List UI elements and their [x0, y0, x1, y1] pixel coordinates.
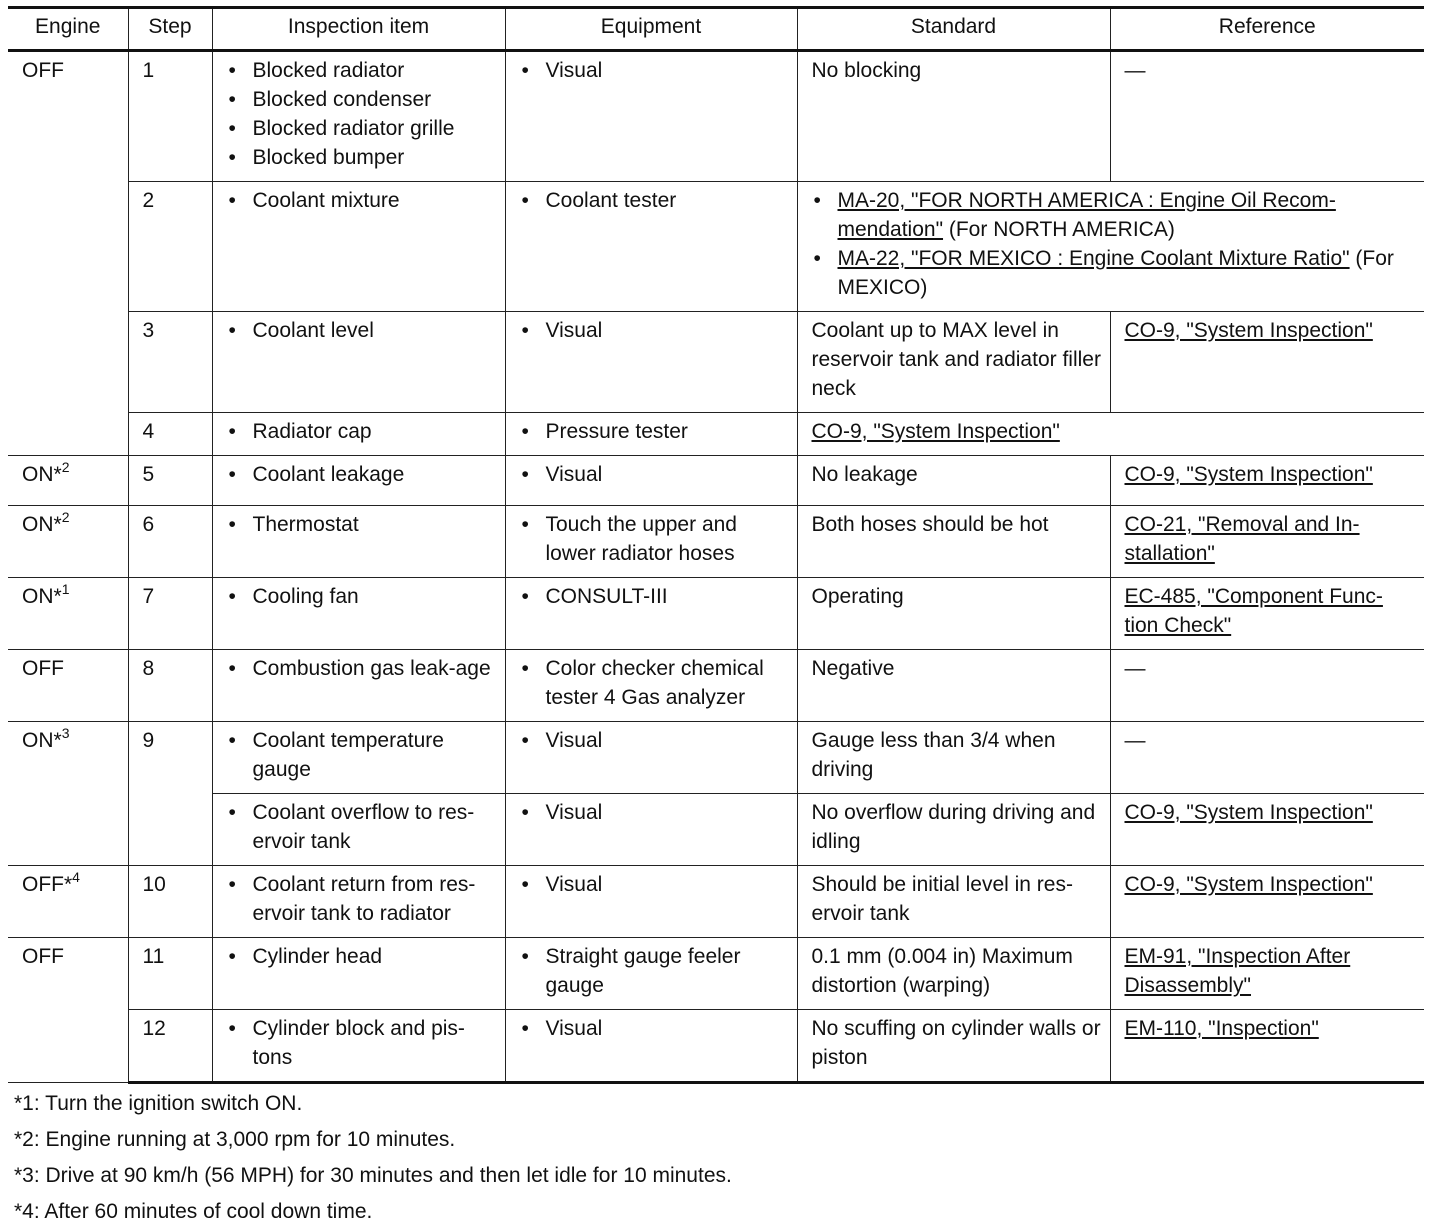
reference-link[interactable]: CO-9, "System Inspection" [1124, 319, 1373, 342]
reference-cell [1110, 456, 1424, 506]
reference-cell: — [1110, 51, 1424, 182]
reference-link[interactable]: EM-110, "Inspection" [1124, 1017, 1319, 1040]
list-item [812, 186, 1417, 244]
reference-cell [1110, 794, 1424, 866]
table-row [8, 182, 1424, 312]
header-inspection-item: Inspection item [212, 8, 505, 51]
engine-cell [8, 578, 128, 650]
inspection-item-cell [212, 1010, 505, 1083]
list-item: • Cylinder block and pis-tons [227, 1014, 497, 1072]
equipment-cell [505, 182, 797, 312]
list-item: • Pressure tester [520, 417, 789, 446]
list-item: • Straight gauge feeler gauge [520, 942, 789, 1000]
reference-link[interactable]: MA-20, "FOR NORTH AMERICA : Engine Oil Recom-mendation" [837, 189, 1336, 241]
header-standard: Standard [797, 8, 1110, 51]
footnotes [14, 1086, 732, 1230]
reference-cell [1110, 866, 1424, 938]
standard-cell [797, 413, 1424, 456]
engine-cell: OFF [8, 650, 128, 722]
engine-state: ON* [22, 513, 62, 536]
engine-state: ON* [22, 463, 62, 486]
inspection-item-cell [212, 938, 505, 1010]
engine-cell: OFF [8, 938, 128, 1083]
footnote-marker: 4 [72, 869, 80, 885]
table-row [8, 938, 1424, 1010]
reference-cell: — [1110, 650, 1424, 722]
list-item: • Thermostat [227, 510, 497, 539]
reference-link[interactable]: EM-91, "Inspection After Disassembly" [1124, 945, 1351, 997]
standard-cell: Operating [797, 578, 1110, 650]
engine-cell [8, 51, 128, 456]
reference-cell [1110, 578, 1424, 650]
list-item: • Blocked condenser [227, 85, 497, 114]
header-step: Step [128, 8, 212, 51]
table-row [8, 506, 1424, 578]
standard-cell [797, 182, 1424, 312]
list-item: • Coolant leakage [227, 460, 497, 489]
engine-cell [8, 866, 128, 938]
inspection-item-cell [212, 312, 505, 413]
list-item: • Coolant temperature gauge [227, 726, 497, 784]
list-item: • Cylinder head [227, 942, 497, 971]
inspection-item-cell [212, 722, 505, 794]
inspection-item-cell [212, 866, 505, 938]
inspection-table [8, 6, 1424, 1084]
engine-cell [8, 456, 128, 506]
step-cell: 8 [128, 650, 212, 722]
engine-state: ON* [22, 585, 62, 608]
reference-cell: — [1110, 722, 1424, 794]
standard-cell: Should be initial level in res-ervoir tank [797, 866, 1110, 938]
standard-cell: No overflow during driving and idling [797, 794, 1110, 866]
equipment-cell [505, 413, 797, 456]
list-item [812, 244, 1417, 302]
table-header [8, 8, 1424, 51]
list-item: • Radiator cap [227, 417, 497, 446]
table-row [8, 1010, 1424, 1083]
table-row [8, 456, 1424, 506]
reference-cell [1110, 506, 1424, 578]
header-reference: Reference [1110, 8, 1424, 51]
reference-link[interactable]: CO-9, "System Inspection" [811, 420, 1060, 443]
step-cell: 10 [128, 866, 212, 938]
engine-state: OFF [22, 59, 64, 82]
equipment-cell [505, 456, 797, 506]
footnote: *1: Turn the ignition switch ON. [14, 1092, 303, 1115]
inspection-item-cell [212, 456, 505, 506]
footnote: *2: Engine running at 3,000 rpm for 10 minutes. [14, 1128, 456, 1151]
list-item: • Visual [520, 1014, 789, 1043]
inspection-item-cell [212, 650, 505, 722]
list-item: • Visual [520, 726, 789, 755]
reference-link[interactable]: CO-9, "System Inspection" [1124, 873, 1373, 896]
step-cell: 4 [128, 413, 212, 456]
reference-cell [1110, 312, 1424, 413]
footnote-marker: 1 [61, 581, 70, 597]
header-engine: Engine [8, 8, 128, 51]
footnote-marker: 3 [61, 725, 70, 741]
reference-note: (For MEXICO) [837, 247, 1394, 299]
step-cell: 7 [128, 578, 212, 650]
step-cell: 1 [128, 51, 212, 182]
reference-link[interactable]: CO-9, "System Inspection" [1124, 801, 1373, 824]
table-row [8, 413, 1424, 456]
step-cell: 12 [128, 1010, 212, 1083]
engine-cell [8, 506, 128, 578]
list-item: • Touch the upper and lower radiator hoses [520, 510, 789, 568]
list-item: • Coolant overflow to res-ervoir tank [227, 798, 497, 856]
inspection-item-cell [212, 578, 505, 650]
reference-link[interactable]: EC-485, "Component Func-tion Check" [1124, 585, 1383, 637]
reference-link[interactable]: CO-21, "Removal and In-stallation" [1124, 513, 1360, 565]
list-item: • Coolant tester [520, 186, 789, 215]
list-item: • Visual [520, 798, 789, 827]
equipment-cell [505, 722, 797, 794]
equipment-cell [505, 1010, 797, 1083]
inspection-item-cell [212, 182, 505, 312]
engine-state: ON* [22, 729, 62, 752]
standard-cell: No leakage [797, 456, 1110, 506]
list-item: • Cooling fan [227, 582, 497, 611]
table-row [8, 794, 1424, 866]
equipment-cell [505, 312, 797, 413]
standard-cell: Coolant up to MAX level in reservoir tank and radiator filler neck [797, 312, 1110, 413]
list-item: • Color checker chemical tester 4 Gas analyzer [520, 654, 789, 712]
standard-cell: Both hoses should be hot [797, 506, 1110, 578]
table-row [8, 312, 1424, 413]
table-row [8, 866, 1424, 938]
footnote: *4: After 60 minutes of cool down time. [14, 1200, 373, 1223]
list-item: • CONSULT-III [520, 582, 789, 611]
equipment-cell [505, 866, 797, 938]
list-item: • Coolant return from res-ervoir tank to radiator [227, 870, 497, 928]
header-equipment: Equipment [505, 8, 797, 51]
list-item: • Visual [520, 870, 789, 899]
footnote-marker: 2 [61, 509, 70, 525]
standard-cell: Negative [797, 650, 1110, 722]
list-item: • Visual [520, 56, 789, 85]
step-cell: 9 [128, 722, 212, 866]
standard-cell: No blocking [797, 51, 1110, 182]
footnote: *3: Drive at 90 km/h (56 MPH) for 30 minutes and then let idle for 10 minutes. [14, 1164, 732, 1187]
reference-link[interactable]: CO-9, "System Inspection" [1124, 463, 1373, 486]
inspection-item-cell [212, 413, 505, 456]
reference-link[interactable]: MA-22, "FOR MEXICO : Engine Coolant Mixture Ratio" [837, 247, 1350, 270]
equipment-cell [505, 650, 797, 722]
equipment-cell [505, 578, 797, 650]
table-row [8, 51, 1424, 182]
list-item: • Blocked bumper [227, 143, 497, 172]
step-cell: 6 [128, 506, 212, 578]
table-row [8, 578, 1424, 650]
standard-cell: No scuffing on cylinder walls or piston [797, 1010, 1110, 1083]
table-row [8, 722, 1424, 794]
engine-cell [8, 722, 128, 866]
reference-note: (For NORTH AMERICA) [943, 218, 1175, 241]
standard-cell: Gauge less than 3/4 when driving [797, 722, 1110, 794]
table-row [8, 650, 1424, 722]
inspection-item-cell [212, 794, 505, 866]
equipment-cell [505, 51, 797, 182]
reference-cell [1110, 938, 1424, 1010]
step-cell: 5 [128, 456, 212, 506]
reference-cell [1110, 1010, 1424, 1083]
list-item: • Coolant level [227, 316, 497, 345]
equipment-cell [505, 938, 797, 1010]
engine-state: OFF* [22, 873, 73, 896]
list-item: • Blocked radiator [227, 56, 497, 85]
list-item: • Blocked radiator grille [227, 114, 497, 143]
list-item: • Coolant mixture [227, 186, 497, 215]
equipment-cell [505, 506, 797, 578]
footnote-marker: 2 [61, 459, 70, 475]
inspection-item-cell [212, 506, 505, 578]
list-item: • Combustion gas leak-age [227, 654, 497, 683]
inspection-item-cell [212, 51, 505, 182]
list-item: • Visual [520, 460, 789, 489]
standard-cell: 0.1 mm (0.004 in) Maximum distortion (warping) [797, 938, 1110, 1010]
step-cell: 3 [128, 312, 212, 413]
step-cell: 2 [128, 182, 212, 312]
step-cell: 11 [128, 938, 212, 1010]
list-item: • Visual [520, 316, 789, 345]
equipment-cell [505, 794, 797, 866]
